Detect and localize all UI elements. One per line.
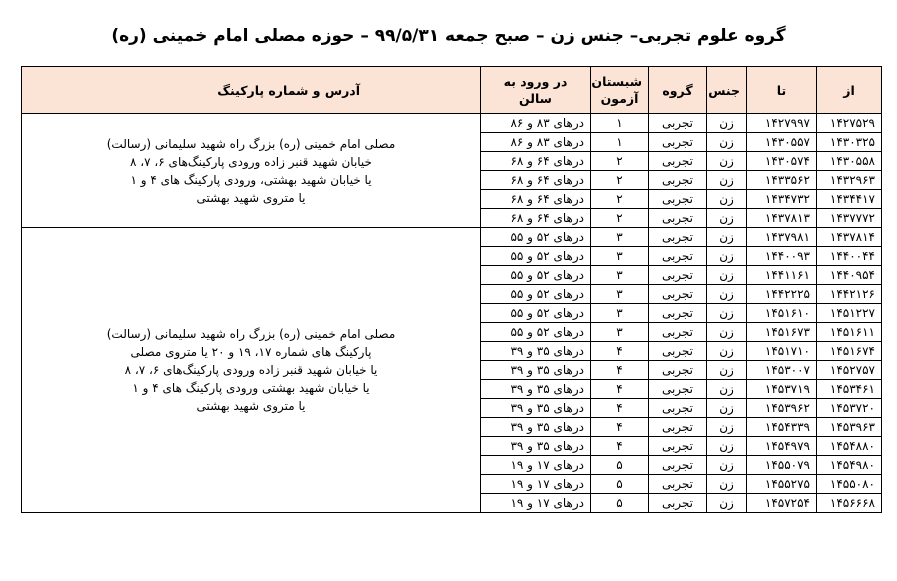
cell-hall: ۵ <box>591 494 649 513</box>
cell-from: ۱۴۲۷۵۲۹ <box>817 114 882 133</box>
cell-entrance: درهای ۳۵ و ۳۹ <box>481 380 591 399</box>
cell-entrance: درهای ۱۷ و ۱۹ <box>481 494 591 513</box>
cell-group: تجربی <box>649 399 707 418</box>
cell-to: ۱۴۳۴۷۳۲ <box>747 190 817 209</box>
address-line: یا خیابان شهید قنبر زاده ورودی پارکینگ‌های ۶، ۷، ۸ <box>124 363 378 377</box>
cell-group: تجربی <box>649 418 707 437</box>
cell-group: تجربی <box>649 247 707 266</box>
cell-hall: ۵ <box>591 475 649 494</box>
cell-hall: ۱ <box>591 114 649 133</box>
cell-group: تجربی <box>649 323 707 342</box>
cell-hall: ۳ <box>591 247 649 266</box>
address-cell <box>22 114 481 228</box>
cell-from: ۱۴۵۳۹۶۳ <box>817 418 882 437</box>
cell-entrance: درهای ۵۲ و ۵۵ <box>481 247 591 266</box>
cell-group: تجربی <box>649 285 707 304</box>
cell-to: ۱۴۵۵۰۷۹ <box>747 456 817 475</box>
cell-to: ۱۴۳۳۵۶۲ <box>747 171 817 190</box>
cell-gender: زن <box>707 456 747 475</box>
cell-to: ۱۴۳۷۸۱۳ <box>747 209 817 228</box>
cell-hall: ۲ <box>591 152 649 171</box>
cell-entrance: درهای ۶۴ و ۶۸ <box>481 171 591 190</box>
cell-from: ۱۴۳۷۷۷۲ <box>817 209 882 228</box>
address-line: خیابان شهید قنبر زاده ورودی پارکینگ‌های ۶، ۷، ۸ <box>130 154 372 169</box>
cell-group: تجربی <box>649 190 707 209</box>
cell-group: تجربی <box>649 494 707 513</box>
cell-entrance: درهای ۳۵ و ۳۹ <box>481 399 591 418</box>
address-line: یا خیابان شهید بهشتی، ورودی پارکینگ های ۴ و ۱ <box>130 172 372 187</box>
cell-gender: زن <box>707 437 747 456</box>
cell-gender: زن <box>707 114 747 133</box>
cell-from: ۱۴۳۲۹۶۳ <box>817 171 882 190</box>
cell-hall: ۴ <box>591 399 649 418</box>
cell-hall: ۳ <box>591 266 649 285</box>
cell-from: ۱۴۵۱۶۱۱ <box>817 323 882 342</box>
cell-entrance: درهای ۵۲ و ۵۵ <box>481 304 591 323</box>
address-line: یا متروی شهید بهشتی <box>196 399 306 413</box>
cell-group: تجربی <box>649 266 707 285</box>
cell-gender: زن <box>707 247 747 266</box>
cell-group: تجربی <box>649 152 707 171</box>
page-title: گروه علوم تجربی– جنس زن – صبح جمعه ۹۹/۵/۳۱ – حوزه مصلی امام خمینی (ره) <box>111 26 786 46</box>
cell-group: تجربی <box>649 475 707 494</box>
cell-to: ۱۴۳۰۵۵۷ <box>747 133 817 152</box>
cell-group: تجربی <box>649 456 707 475</box>
cell-to: ۱۴۳۰۵۷۴ <box>747 152 817 171</box>
cell-gender: زن <box>707 209 747 228</box>
cell-hall: ۴ <box>591 361 649 380</box>
cell-group: تجربی <box>649 342 707 361</box>
cell-to: ۱۴۴۱۱۶۱ <box>747 266 817 285</box>
cell-hall: ۵ <box>591 456 649 475</box>
cell-from: ۱۴۵۱۶۷۴ <box>817 342 882 361</box>
cell-from: ۱۴۳۰۵۵۸ <box>817 152 882 171</box>
cell-gender: زن <box>707 399 747 418</box>
cell-gender: زن <box>707 266 747 285</box>
cell-entrance: درهای ۸۳ و ۸۶ <box>481 114 591 133</box>
cell-from: ۱۴۴۰۹۵۴ <box>817 266 882 285</box>
cell-hall: ۳ <box>591 323 649 342</box>
cell-to: ۱۴۵۵۲۷۵ <box>747 475 817 494</box>
cell-from: ۱۴۵۱۲۲۷ <box>817 304 882 323</box>
cell-to: ۱۴۵۱۶۱۰ <box>747 304 817 323</box>
cell-gender: زن <box>707 171 747 190</box>
cell-to: ۱۴۲۷۹۹۷ <box>747 114 817 133</box>
cell-entrance: درهای ۵۲ و ۵۵ <box>481 228 591 247</box>
cell-group: تجربی <box>649 304 707 323</box>
cell-gender: زن <box>707 152 747 171</box>
cell-to: ۱۴۵۴۹۷۹ <box>747 437 817 456</box>
cell-hall: ۴ <box>591 380 649 399</box>
cell-group: تجربی <box>649 171 707 190</box>
cell-entrance: درهای ۱۷ و ۱۹ <box>481 456 591 475</box>
cell-entrance: درهای ۳۵ و ۳۹ <box>481 437 591 456</box>
cell-to: ۱۴۵۴۳۳۹ <box>747 418 817 437</box>
cell-group: تجربی <box>649 133 707 152</box>
address-line: مصلی امام خمینی (ره) بزرگ راه شهید سلیمانی (رسالت) <box>106 327 396 341</box>
cell-from: ۱۴۵۵۰۸۰ <box>817 475 882 494</box>
cell-gender: زن <box>707 418 747 437</box>
cell-entrance: درهای ۱۷ و ۱۹ <box>481 475 591 494</box>
header-address: آدرس و شماره پارکینگ <box>22 67 481 114</box>
cell-to: ۱۴۵۳۹۶۲ <box>747 399 817 418</box>
cell-entrance: درهای ۳۵ و ۳۹ <box>481 361 591 380</box>
cell-hall: ۲ <box>591 190 649 209</box>
cell-hall: ۳ <box>591 285 649 304</box>
cell-entrance: درهای ۶۴ و ۶۸ <box>481 152 591 171</box>
cell-group: تجربی <box>649 361 707 380</box>
cell-from: ۱۴۳۴۴۱۷ <box>817 190 882 209</box>
cell-from: ۱۴۳۷۸۱۴ <box>817 228 882 247</box>
cell-hall: ۳ <box>591 228 649 247</box>
cell-hall: ۴ <box>591 437 649 456</box>
cell-group: تجربی <box>649 209 707 228</box>
cell-gender: زن <box>707 361 747 380</box>
cell-hall: ۲ <box>591 171 649 190</box>
header-from: از <box>817 67 882 114</box>
cell-entrance: درهای ۶۴ و ۶۸ <box>481 209 591 228</box>
address-line: یا متروی شهید بهشتی <box>196 190 306 205</box>
cell-group: تجربی <box>649 114 707 133</box>
cell-entrance: درهای ۳۵ و ۳۹ <box>481 342 591 361</box>
cell-group: تجربی <box>649 380 707 399</box>
address-line: مصلی امام خمینی (ره) بزرگ راه شهید سلیمانی (رسالت) <box>106 136 396 151</box>
cell-to: ۱۴۴۲۲۲۵ <box>747 285 817 304</box>
cell-gender: زن <box>707 342 747 361</box>
cell-entrance: درهای ۵۲ و ۵۵ <box>481 285 591 304</box>
cell-gender: زن <box>707 285 747 304</box>
cell-from: ۱۴۵۲۷۵۷ <box>817 361 882 380</box>
header-hall: شبستان آزمون <box>591 67 649 114</box>
cell-from: ۱۴۴۲۱۲۶ <box>817 285 882 304</box>
header-group: گروه <box>649 67 707 114</box>
header-entrance: در ورود به سالن <box>481 67 591 114</box>
cell-from: ۱۴۴۰۰۴۴ <box>817 247 882 266</box>
address-line: پارکینگ های شماره ۱۷، ۱۹ و ۲۰ یا متروی مصلی <box>130 345 372 359</box>
cell-to: ۱۴۵۷۲۵۴ <box>747 494 817 513</box>
cell-group: تجربی <box>649 437 707 456</box>
cell-entrance: درهای ۸۳ و ۸۶ <box>481 133 591 152</box>
cell-hall: ۳ <box>591 304 649 323</box>
cell-hall: ۴ <box>591 418 649 437</box>
cell-from: ۱۴۵۳۴۶۱ <box>817 380 882 399</box>
table-row <box>22 114 882 133</box>
table-header-row <box>22 67 882 114</box>
cell-gender: زن <box>707 494 747 513</box>
cell-from: ۱۴۵۴۸۸۰ <box>817 437 882 456</box>
cell-to: ۱۴۳۷۹۸۱ <box>747 228 817 247</box>
cell-gender: زن <box>707 133 747 152</box>
cell-entrance: درهای ۶۴ و ۶۸ <box>481 190 591 209</box>
cell-gender: زن <box>707 380 747 399</box>
cell-hall: ۲ <box>591 209 649 228</box>
cell-hall: ۱ <box>591 133 649 152</box>
cell-gender: زن <box>707 228 747 247</box>
cell-entrance: درهای ۵۲ و ۵۵ <box>481 266 591 285</box>
cell-gender: زن <box>707 304 747 323</box>
cell-to: ۱۴۵۱۶۷۳ <box>747 323 817 342</box>
cell-entrance: درهای ۵۲ و ۵۵ <box>481 323 591 342</box>
cell-gender: زن <box>707 190 747 209</box>
cell-hall: ۴ <box>591 342 649 361</box>
cell-gender: زن <box>707 475 747 494</box>
cell-to: ۱۴۴۰۰۹۳ <box>747 247 817 266</box>
cell-entrance: درهای ۳۵ و ۳۹ <box>481 418 591 437</box>
cell-to: ۱۴۵۳۷۱۹ <box>747 380 817 399</box>
address-cell <box>22 228 481 513</box>
header-gender: جنس <box>707 67 747 114</box>
cell-from: ۱۴۵۶۶۶۸ <box>817 494 882 513</box>
cell-group: تجربی <box>649 228 707 247</box>
address-line: یا خیابان شهید بهشتی ورودی پارکینگ های ۴ و ۱ <box>132 381 370 395</box>
cell-gender: زن <box>707 323 747 342</box>
cell-from: ۱۴۵۳۷۲۰ <box>817 399 882 418</box>
header-to: تا <box>747 67 817 114</box>
cell-from: ۱۴۳۰۳۲۵ <box>817 133 882 152</box>
schedule-table <box>21 66 882 513</box>
cell-to: ۱۴۵۱۷۱۰ <box>747 342 817 361</box>
cell-from: ۱۴۵۴۹۸۰ <box>817 456 882 475</box>
table-row <box>22 228 882 247</box>
cell-to: ۱۴۵۳۰۰۷ <box>747 361 817 380</box>
